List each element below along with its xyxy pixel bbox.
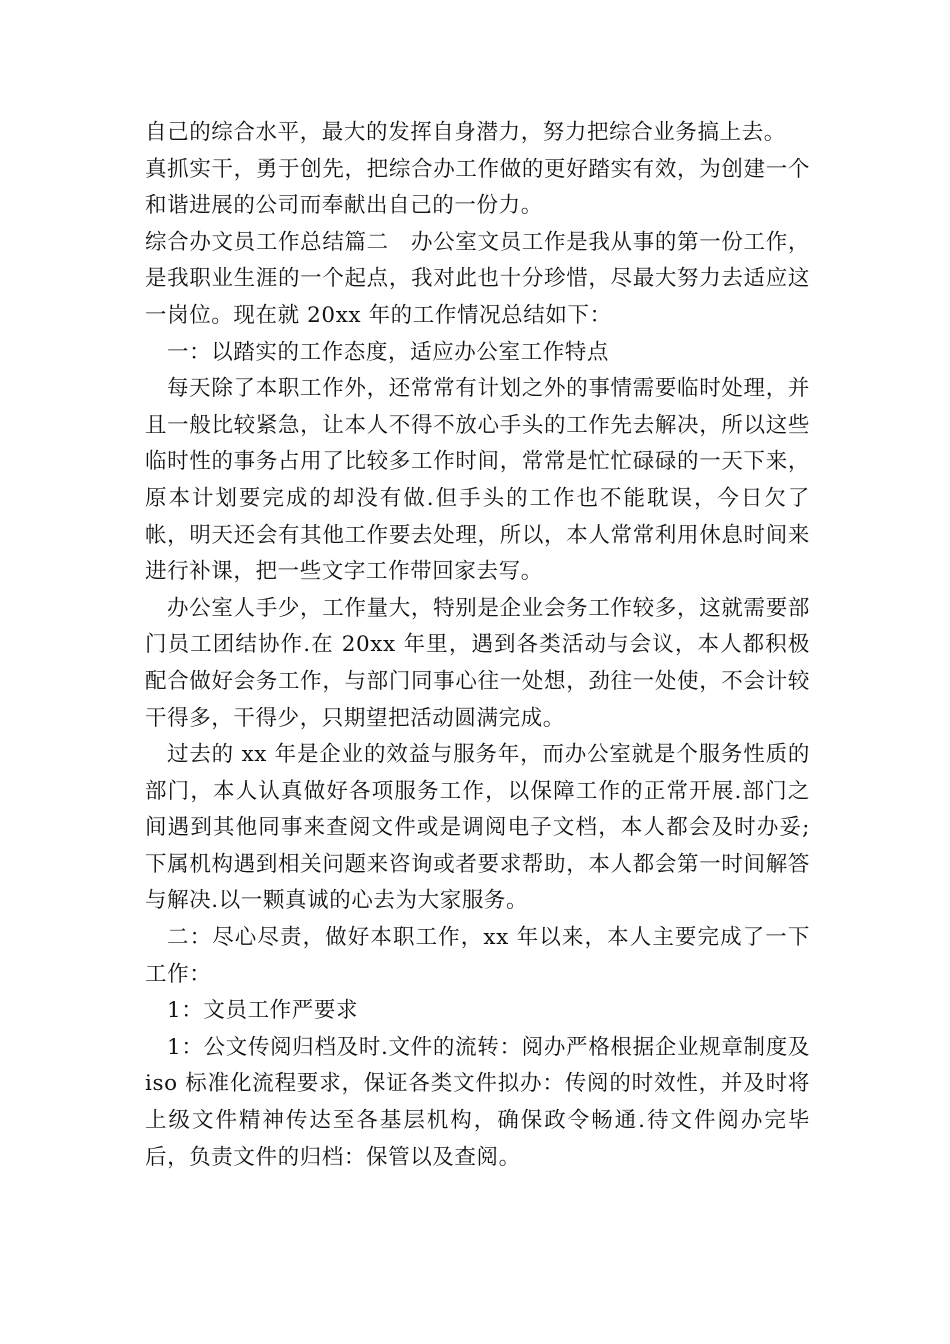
paragraph: 1：公文传阅归档及时.文件的流转：阅办严格根据企业规章制度及 iso 标准化流程要求，保证各类文件拟办：传阅的时效性，并及时将上级文件精神传达至各基层机构，确保政令畅通.待文件阅办完毕后，负责文件的归档：保管以及查阅。 <box>145 1034 810 1170</box>
section-heading: 二：尽心尽责，做好本职工作，xx 年以来，本人主要完成了一下工作： <box>145 925 810 987</box>
paragraph: 自己的综合水平，最大的发挥自身潜力，努力把综合业务搞上去。 <box>145 120 786 145</box>
paragraph: 办公室人手少，工作量大，特别是企业会务工作较多，这就需要部门员工团结协作.在 20xx 年里，遇到各类活动与会议，本人都积极配合做好会务工作，与部门同事心往一处想，劲往一处使，不会计较干得多，干得少，只期望把活动圆满完成。 <box>145 595 810 731</box>
paragraph: 真抓实干，勇于创先，把综合办工作做的更好踏实有效，为创建一个和谐进展的公司而奉献出自己的一份力。 <box>145 156 810 219</box>
paragraph: 每天除了本职工作外，还常常有计划之外的事情需要临时处理，并且一般比较紧急，让本人不得不放心手头的工作先去解决，所以这些临时性的事务占用了比较多工作时间，常常是忙忙碌碌的一天下来，原本计划要完成的却没有做.但手头的工作也不能耽误，今日欠了帐，明天还会有其他工作要去处理，所以，本人常常利用休息时间来进行补课，把一些文字工作带回家去写。 <box>145 376 810 585</box>
subsection-heading: 1：文员工作严要求 <box>167 998 359 1024</box>
paragraph: 过去的 xx 年是企业的效益与服务年，而办公室就是个服务性质的部门，本人认真做好各项服务工作，以保障工作的正常开展.部门之间遇到其他同事来查阅文件或是调阅电子文档，本人都会及时办妥;下属机构遇到相关问题来咨询或者要求帮助，本人都会第一时间解答与解决.以一颗真诚的心去为大家服务。 <box>145 742 810 914</box>
paragraph: 综合办文员工作总结篇二 办公室文员工作是我从事的第一份工作，是我职业生涯的一个起点，我对此也十分珍惜，尽最大努力去适应这一岗位。现在就 20xx 年的工作情况总结如下： <box>145 229 810 328</box>
document-body <box>145 115 810 1176</box>
section-heading: 一：以踏实的工作态度，适应办公室工作特点 <box>167 339 610 365</box>
